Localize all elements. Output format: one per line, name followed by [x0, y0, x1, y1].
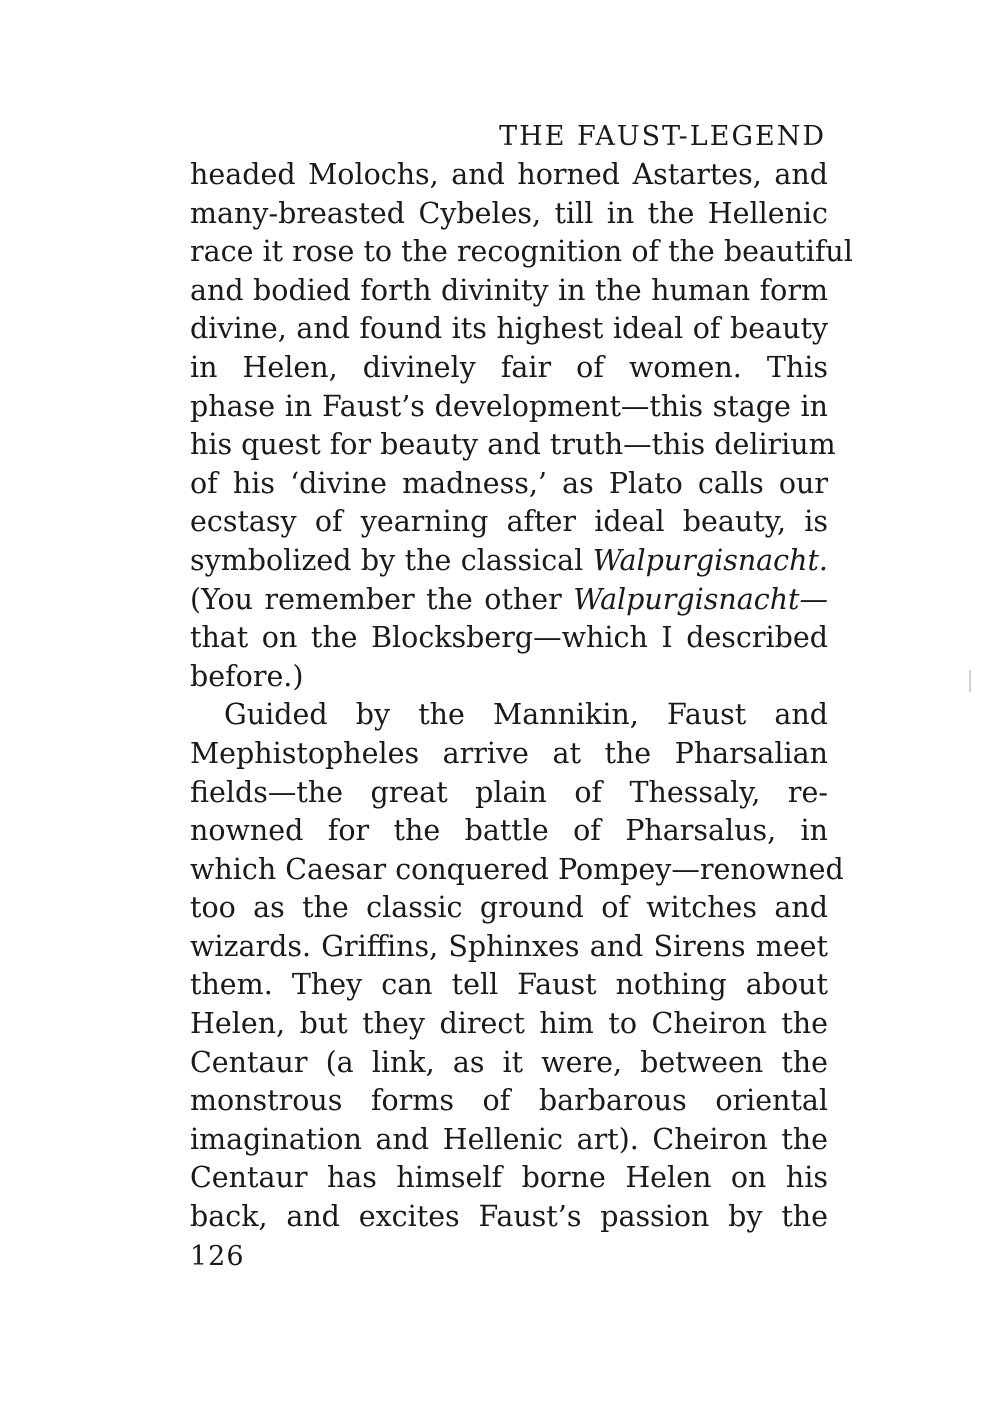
text-line: his quest for beauty and truth—this delirium: [190, 428, 836, 462]
scan-artifact: [969, 670, 971, 692]
text-line: in Helen, divinely fair of women. This: [190, 350, 828, 384]
text-line: of his ‘divine madness,’ as Plato calls our: [190, 466, 828, 500]
text-line: [190, 542, 828, 581]
text-line: nowned for the battle of Pharsalus, in: [190, 814, 828, 848]
text-line: and bodied forth divinity in the human form: [190, 273, 828, 307]
text-line: Helen, but they direct him to Cheiron the: [190, 1007, 828, 1041]
text-line: Guided by the Mannikin, Faust and: [224, 698, 828, 732]
page-number: 126: [190, 1240, 245, 1272]
text-line: them. They can tell Faust nothing about: [190, 968, 828, 1002]
text-run: (You remember the other: [190, 582, 574, 616]
text-line: divine, and found its highest ideal of beauty: [190, 312, 828, 346]
text-line: many-breasted Cybeles, till in the Hellenic: [190, 196, 828, 230]
text-line: wizards. Griffins, Sphinxes and Sirens meet: [190, 929, 828, 963]
text-line: which Caesar conquered Pompey—renowned: [190, 852, 844, 886]
paragraph-1: [190, 156, 853, 696]
text-line: [190, 581, 828, 620]
text-line: headed Molochs, and horned Astartes, and: [190, 158, 828, 191]
text-line: fields—the great plain of Thessaly, re-: [190, 775, 828, 809]
text-run: symbolized by the classical: [190, 543, 593, 577]
text-line: back, and excites Faust’s passion by the: [190, 1200, 828, 1234]
text-line: Mephistopheles arrive at the Pharsalian: [190, 736, 828, 770]
text-line: phase in Faust’s development—this stage in: [190, 389, 828, 423]
text-line: Centaur has himself borne Helen on his: [190, 1161, 828, 1195]
running-head: THE FAUST-LEGEND: [499, 121, 826, 152]
text-line: ecstasy of yearning after ideal beauty, is: [190, 505, 828, 539]
text-line: Centaur (a link, as it were, between the: [190, 1045, 828, 1079]
italic-term: Walpurgisnacht—: [573, 582, 828, 616]
text-line: monstrous forms of barbarous oriental: [190, 1084, 828, 1118]
italic-term: Walpurgisnacht.: [592, 543, 828, 577]
text-line: that on the Blocksberg—which I described: [190, 621, 828, 655]
paragraph-2: [190, 696, 844, 1236]
text-line: race it rose to the recognition of the beautiful: [190, 235, 853, 269]
text-line: too as the classic ground of witches and: [190, 891, 828, 925]
book-page: [190, 118, 853, 1275]
text-line: imagination and Hellenic art). Cheiron the: [190, 1122, 828, 1156]
text-line: before.): [190, 659, 304, 693]
